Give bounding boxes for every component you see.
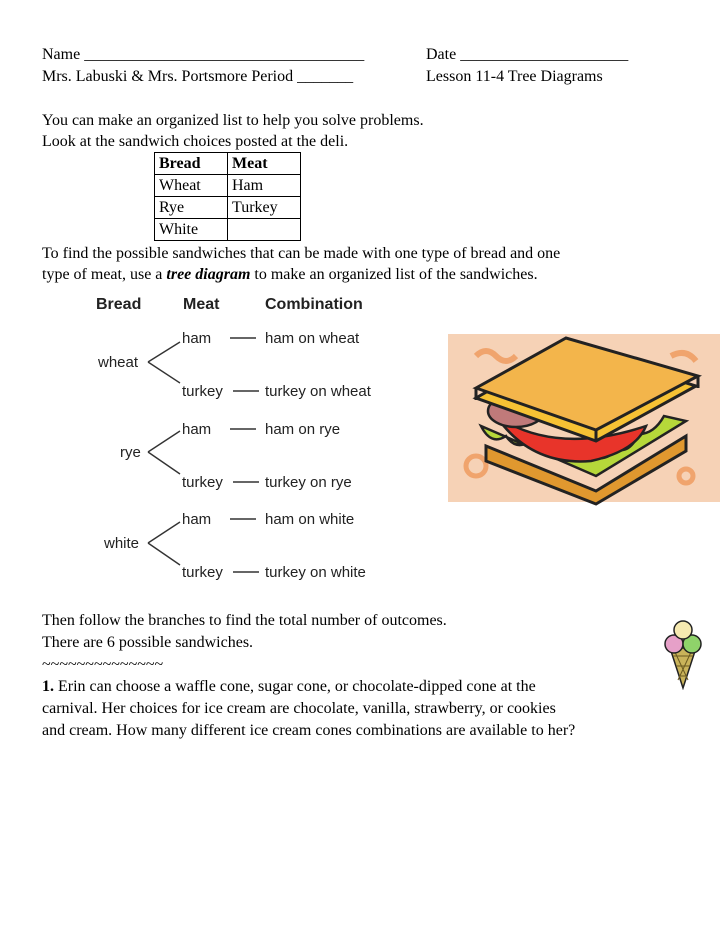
tree-combination-label: ham on white [265, 511, 355, 528]
tree-meat-label: ham [182, 511, 212, 528]
teachers-period-label: Mrs. Labuski & Mrs. Portsmore Period _______ [42, 68, 354, 85]
problem-number: 1. [42, 678, 54, 695]
tree-meat-label: ham [182, 421, 212, 438]
tree-meat-label: turkey [182, 474, 223, 491]
instructions-text: to make an organized list of the sandwiches. [250, 266, 538, 283]
tree-diagram-term: tree diagram [166, 266, 251, 283]
tree-combination-label: turkey on rye [265, 474, 352, 491]
table-cell: Turkey [228, 197, 301, 219]
tree-branch-lines [148, 431, 180, 474]
intro-line-1: You can make an organized list to help you solve problems. [42, 112, 424, 129]
lesson-title: Lesson 11-4 Tree Diagrams [426, 68, 603, 85]
sandwich-choices-table [154, 152, 301, 241]
table-row [155, 197, 301, 219]
tree-bread-label: rye [120, 444, 141, 461]
table-header-meat: Meat [228, 153, 301, 175]
table-header-row [155, 153, 301, 175]
tree-combination-label: turkey on wheat [265, 383, 371, 400]
teacher-line [42, 67, 603, 87]
tree-branch-lines [148, 522, 180, 565]
tree-meat-label: turkey [182, 564, 223, 581]
instructions-line-1: To find the possible sandwiches that can be made with one type of bread and one [42, 245, 561, 262]
name-field-label: Name ___________________________________ [42, 46, 365, 63]
tree-branch-lines [148, 342, 180, 383]
name-line [42, 45, 629, 65]
problem-1-line-2: carnival. Her choices for ice cream are chocolate, vanilla, strawberry, or cookies [42, 700, 556, 717]
problem-1-line-1 [42, 677, 536, 697]
tree-meat-label: ham [182, 330, 212, 347]
table-row [155, 219, 301, 241]
tree-combination-label: ham on rye [265, 421, 341, 438]
tree-header-bread: Bread [96, 296, 142, 313]
problem-text: Erin can choose a waffle cone, sugar cone, or chocolate-dipped cone at the [54, 678, 536, 695]
tree-meat-label: turkey [182, 383, 223, 400]
ice-cream-cone-icon [660, 618, 706, 690]
conclusion-line-2: There are 6 possible sandwiches. [42, 634, 254, 651]
instructions-line-2 [42, 265, 538, 285]
table-header-bread: Bread [155, 153, 228, 175]
tree-combination-label: turkey on white [265, 564, 366, 581]
instructions-text: type of meat, use a [42, 266, 167, 283]
tree-header-combination: Combination [265, 296, 363, 313]
table-cell: Rye [155, 197, 228, 219]
table-cell [228, 219, 301, 241]
table-row [155, 175, 301, 197]
section-divider: ~~~~~~~~~~~~~~ [42, 656, 164, 673]
table-cell: Wheat [155, 175, 228, 197]
tree-combination-label: ham on wheat [265, 330, 360, 347]
date-field-label: Date _____________________ [426, 46, 629, 63]
table-cell: White [155, 219, 228, 241]
conclusion-line-1: Then follow the branches to find the total number of outcomes. [42, 612, 447, 629]
tree-header-meat: Meat [183, 296, 220, 313]
intro-line-2: Look at the sandwich choices posted at the deli. [42, 133, 349, 150]
table-cell: Ham [228, 175, 301, 197]
problem-1-line-3: and cream. How many different ice cream cones combinations are available to her? [42, 722, 576, 739]
sandwich-clipart-icon [446, 326, 726, 506]
tree-bread-label: wheat [98, 354, 139, 371]
tree-bread-label: white [104, 535, 140, 552]
